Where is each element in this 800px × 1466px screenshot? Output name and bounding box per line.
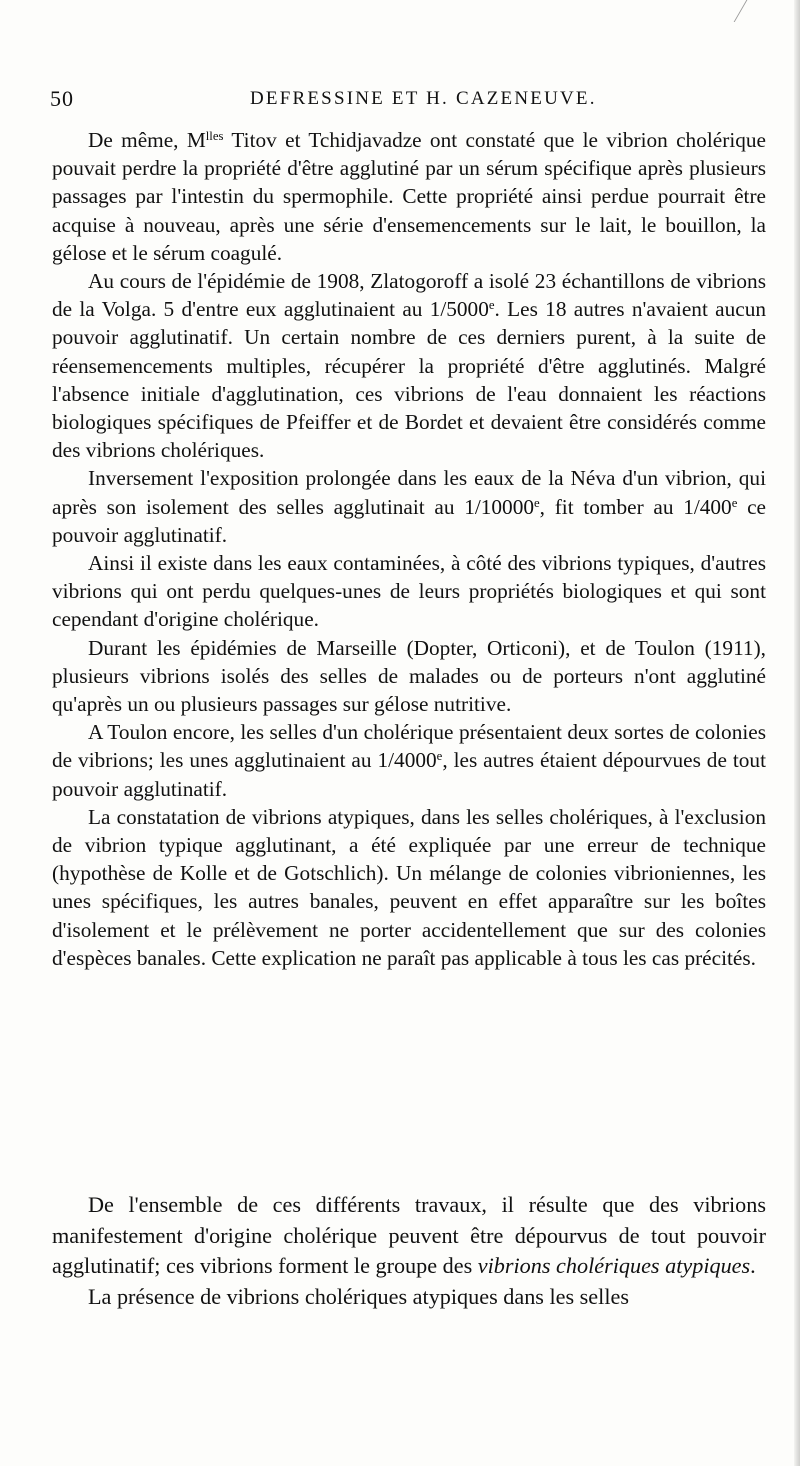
paragraph-text: . Les 18 autres n'avaient aucun pouvoir agglutinatif. Un certain nombre de ces derniers purent, à la suite de réensemencements multiples, récupérer la propriété d'être agglutinés. Malgré l'absence initiale d'agglutination, ces vibrions de l'eau donnaient les réactions biologiques spécifiques de Pfeiffer et de Bordet et devaient être considérés comme des vibrions cholériques. [52, 297, 766, 463]
conclusion-section [52, 1190, 766, 1312]
paragraph [52, 126, 766, 267]
paragraph: Ainsi il existe dans les eaux contaminées, à côté des vibrions typiques, d'autres vibrions qui ont perdu quelques-unes de leurs propriétés biologiques et qui sont cependant d'origine cholérique. [52, 551, 766, 632]
paragraph [52, 267, 766, 464]
paragraph-text: , les autres étaient dépourvues de tout pouvoir agglutinatif. [52, 748, 766, 801]
italic-term: vibrions cholériques atypiques [477, 1253, 751, 1278]
superscript: e [534, 495, 540, 510]
superscript: e [488, 298, 495, 313]
main-text [52, 126, 766, 972]
running-header [0, 84, 800, 116]
superscript: e [436, 749, 443, 764]
paragraph-text: Inversement l'exposition prolongée dans les eaux de la Néva d'un vibrion, qui après son isolement des selles agglutinait au 1/10000 [52, 466, 766, 519]
paragraph-text: Titov et Tchidjavadze ont constaté que le vibrion cholérique pouvait perdre la propriété d'être agglutiné par un sérum spécifique après plusieurs passages par l'intestin du spermophile. Cette propriété ainsi perdue pourrait être acquise à nouveau, après une série d'ensemencements sur le lait, le bouillon, la gélose et le sérum coagulé. [52, 128, 766, 265]
paragraph-text: De même, M [88, 128, 206, 152]
conclusion-paragraph [52, 1190, 766, 1282]
paragraph: Durant les épidémies de Marseille (Dopter, Orticoni), et de Toulon (1911), plusieurs vibrions isolés des selles de malades ou de porteurs n'ont agglutiné qu'après un ou plusieurs passages sur gélose nutritive. [52, 635, 766, 717]
header-title: DEFRESSINE ET H. CAZENEUVE. [250, 88, 597, 109]
paragraph: La constatation de vibrions atypiques, dans les selles cholériques, à l'exclusion de vibrion typique agglutinant, a été expliquée par une erreur de technique (hypothèse de Kolle et de Gotschlich). Un mélange de colonies vibrioniennes, les unes spécifiques, les autres banales, peuvent en effet apparaître sur les boîtes d'isolement et le prélèvement ne porter accidentellement que sur des colonies d'espèces banales. Cette explication ne paraît pas applicable à tous les cas précités. [52, 804, 766, 970]
paragraph [52, 718, 766, 803]
last-line: La présence de vibrions cholériques atypiques dans les selles [88, 1283, 629, 1309]
paragraph-text: A Toulon encore, les selles d'un cholérique présentaient deux sortes de colonies de vibrions; les unes agglutinaient au 1/4000 [52, 720, 766, 773]
paragraph-text: De l'ensemble de ces différents travaux, il résulte que des vibrions manifestement d'origine cholérique peuvent être dépourvus de tout pouvoir agglutinatif; ces vibrions forment le groupe des [52, 1192, 766, 1278]
paragraph-text: Au cours de l'épidémie de 1908, Zlatogoroff a isolé 23 échantillons de vibrions de la Volga. 5 d'entre eux agglutinaient au 1/5000 [52, 269, 766, 322]
corner-mark [694, 0, 748, 22]
page-edge-shadow [794, 0, 800, 1466]
paragraph [52, 464, 766, 549]
superscript: e [731, 495, 738, 510]
paragraph-text: . [750, 1253, 756, 1278]
superscript: lles [205, 128, 224, 143]
page-number: 50 [50, 86, 74, 111]
paragraph-text: , fit tomber au 1/400 [539, 494, 732, 519]
paragraph-text: ce pouvoir agglutinatif. [52, 494, 766, 547]
